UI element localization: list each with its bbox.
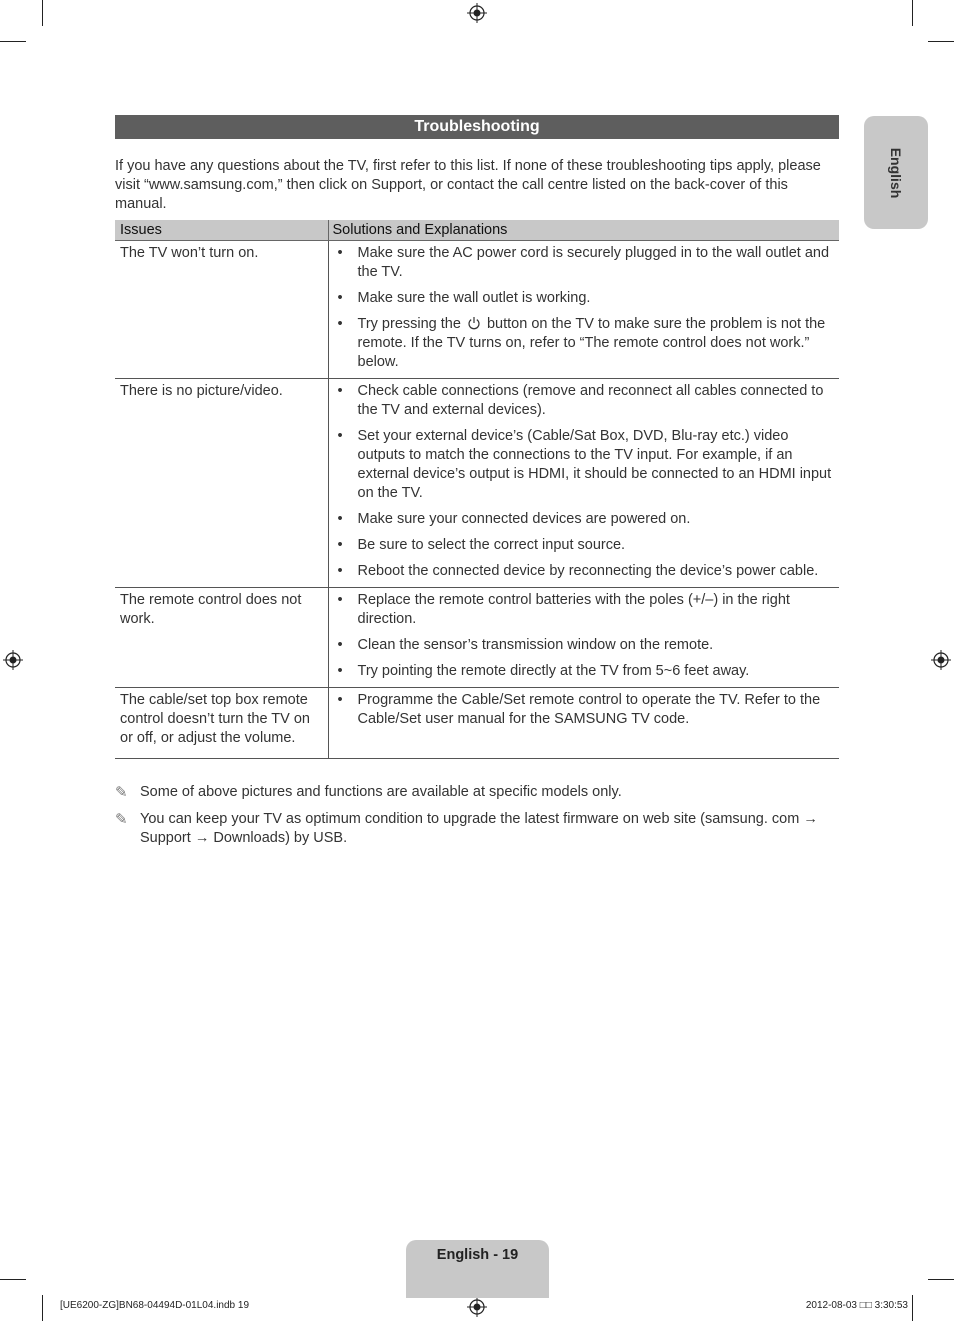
crop-mark <box>0 1279 26 1280</box>
pencil-icon: ✎ <box>115 811 128 828</box>
registration-mark-icon <box>467 3 487 23</box>
list-item: • Make sure your connected devices are powered on. <box>333 510 836 529</box>
registration-mark-icon <box>3 650 23 670</box>
crop-mark <box>928 41 954 42</box>
solutions-cell <box>328 587 839 687</box>
crop-mark <box>912 1295 913 1321</box>
registration-mark-icon <box>931 650 951 670</box>
note-item <box>115 810 839 848</box>
table-header-row <box>115 220 839 240</box>
list-item: • Replace the remote control batteries with the poles (+/–) in the right direction. <box>333 591 836 629</box>
registration-mark-icon <box>467 1297 487 1317</box>
solutions-list <box>333 591 836 681</box>
solutions-list <box>333 382 836 581</box>
language-side-tab <box>864 116 928 229</box>
intro-paragraph: If you have any questions about the TV, first refer to this list. If none of these troubleshooting tips apply, please visit “www.samsung.com,” then click on Support, or contact the call centre listed on the back-cover of this manual. <box>115 158 821 212</box>
solutions-cell <box>328 378 839 587</box>
crop-mark <box>912 0 913 26</box>
list-item <box>333 315 836 372</box>
list-item: • Make sure the AC power cord is securely plugged in to the wall outlet and the TV. <box>333 244 836 282</box>
list-item: • Check cable connections (remove and reconnect all cables connected to the TV and external devices). <box>333 382 836 420</box>
table-row <box>115 587 839 687</box>
page-number-tab <box>406 1240 549 1298</box>
crop-mark <box>0 41 26 42</box>
list-item: • Make sure the wall outlet is working. <box>333 289 836 308</box>
section-title: Troubleshooting <box>115 115 839 139</box>
list-item: • Clean the sensor’s transmission window on the remote. <box>333 636 836 655</box>
solutions-list <box>333 244 836 372</box>
file-info: [UE6200-ZG]BN68-04494D-01L04.indb 19 <box>60 1300 250 1311</box>
language-side-tab-label: English <box>888 147 904 198</box>
page-number: English - 19 <box>436 1247 519 1263</box>
solutions-list <box>333 691 836 729</box>
note-text: Some of above pictures and functions are available at specific models only. <box>140 784 622 800</box>
list-item: • Set your external device’s (Cable/Sat Box, DVD, Blu-ray etc.) video outputs to match the connections to the TV input. For example, if an external device’s output is HDMI, it should be connected to an HDMI input on the TV. <box>333 427 836 503</box>
solutions-header: Solutions and Explanations <box>328 220 839 240</box>
power-solution-after: button on the TV to make sure the problem is not the remote. If the TV turns on, refer to “The remote control does not work.” below. <box>357 315 826 370</box>
power-icon <box>467 316 481 330</box>
list-item: • Try pointing the remote directly at the TV from 5~6 feet away. <box>333 662 836 681</box>
note-item <box>115 783 839 802</box>
solutions-cell <box>328 240 839 378</box>
troubleshooting-table <box>115 220 839 759</box>
print-timestamp: 2012-08-03 □□ 3:30:53 <box>805 1300 908 1311</box>
power-solution-before: Try pressing the <box>357 315 461 332</box>
pencil-icon: ✎ <box>115 784 128 801</box>
list-item: • Reboot the connected device by reconnecting the device’s power cable. <box>333 562 836 581</box>
list-item: • Programme the Cable/Set remote control to operate the TV. Refer to the Cable/Set user manual for the SAMSUNG TV code. <box>333 691 836 729</box>
list-item: • Be sure to select the correct input source. <box>333 536 836 555</box>
issue-cell: The cable/set top box remote control doesn’t turn the TV on or off, or adjust the volume. <box>115 687 328 758</box>
crop-mark <box>42 0 43 26</box>
issue-cell: There is no picture/video. <box>115 378 328 587</box>
table-row <box>115 687 839 758</box>
crop-mark <box>42 1295 43 1321</box>
note-text: You can keep your TV as optimum condition to upgrade the latest firmware on web site (samsung. com → Support → Downloads) by USB. <box>140 811 818 846</box>
table-row <box>115 240 839 378</box>
notes-section <box>115 783 839 856</box>
issues-header: Issues <box>115 220 328 240</box>
issue-cell: The remote control does not work. <box>115 587 328 687</box>
table-row <box>115 378 839 587</box>
solutions-cell <box>328 687 839 758</box>
crop-mark <box>928 1279 954 1280</box>
issue-cell: The TV won’t turn on. <box>115 240 328 378</box>
